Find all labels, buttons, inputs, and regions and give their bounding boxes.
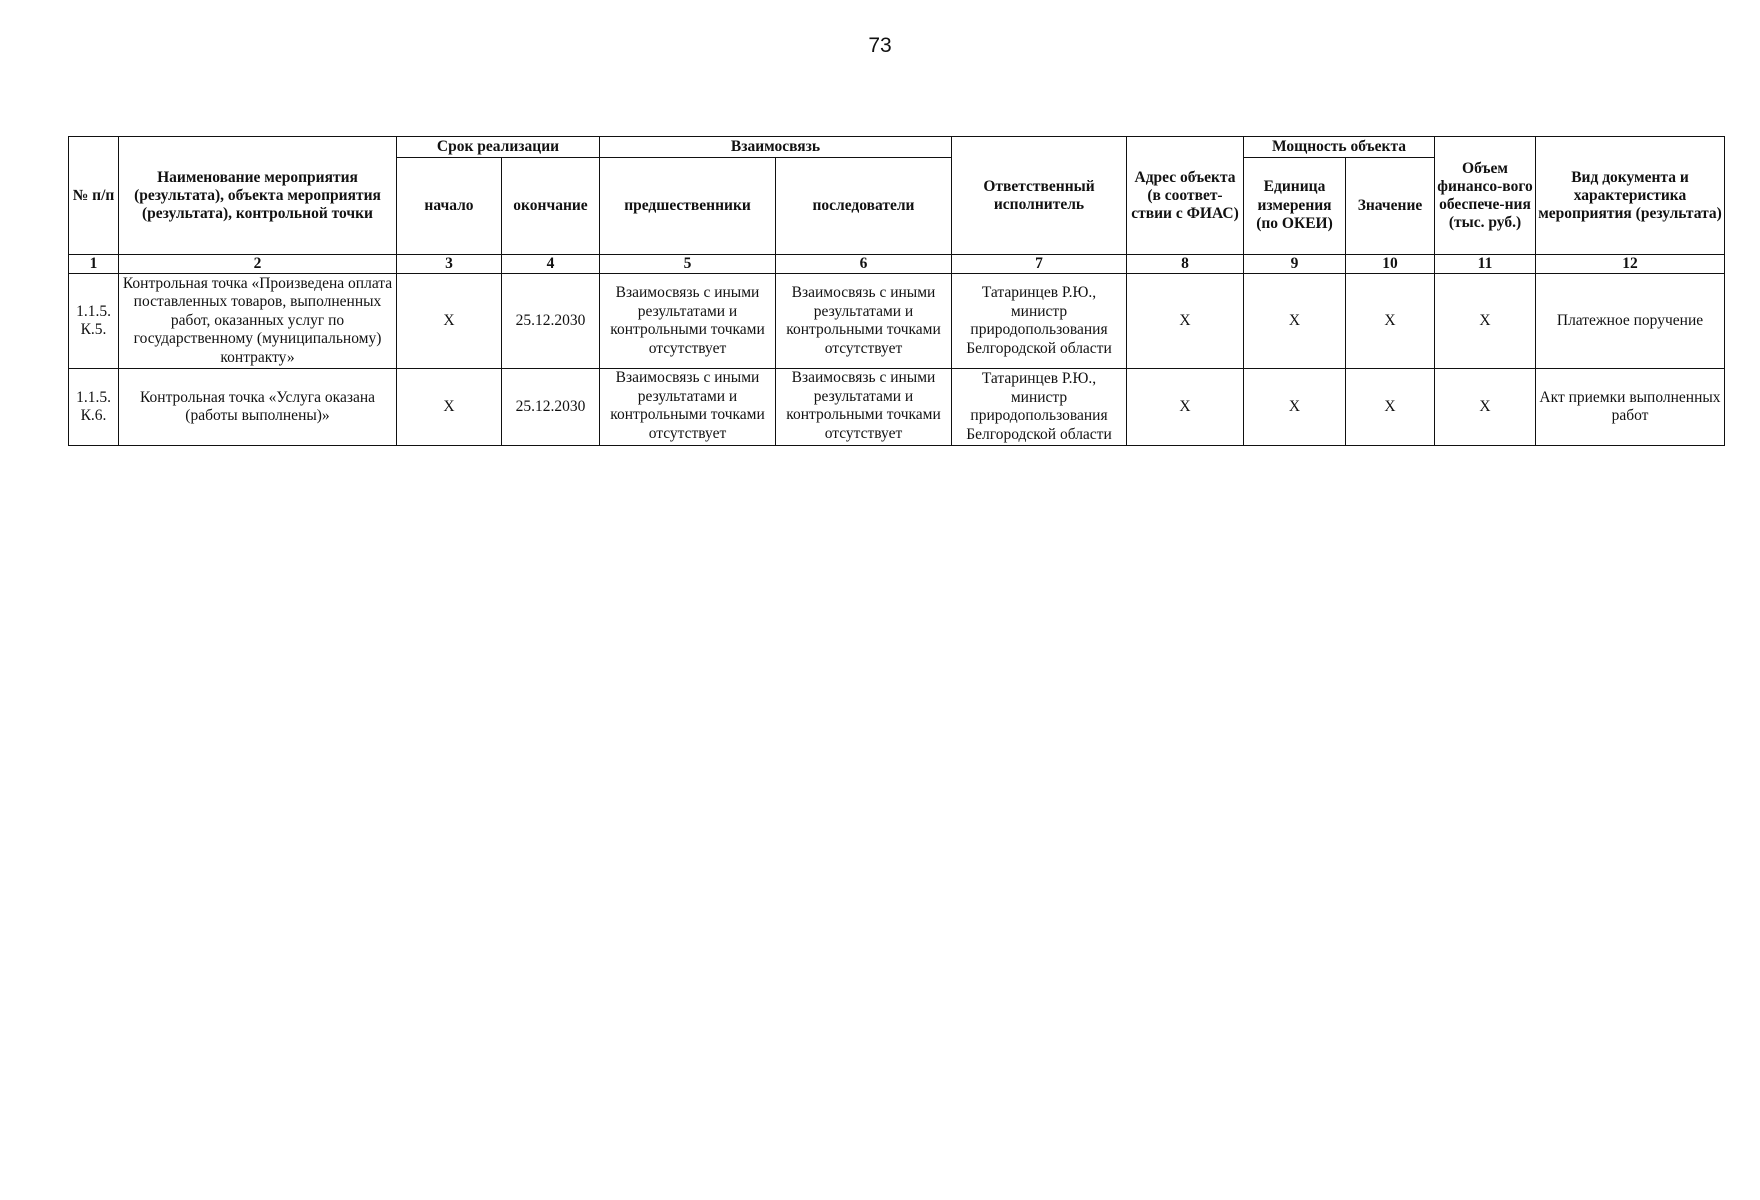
row-value: X bbox=[1346, 369, 1435, 446]
row-doc: Платежное поручение bbox=[1536, 274, 1725, 369]
header-capacity-value: Значение bbox=[1346, 158, 1435, 255]
column-number: 1 bbox=[69, 255, 119, 274]
column-number: 3 bbox=[397, 255, 502, 274]
table-row bbox=[69, 274, 1725, 369]
header-row-top bbox=[69, 137, 1725, 158]
column-number: 2 bbox=[119, 255, 397, 274]
row-unit: X bbox=[1244, 369, 1346, 446]
row-start: X bbox=[397, 274, 502, 369]
column-number-row bbox=[69, 255, 1725, 274]
header-address: Адрес объекта (в соответ-ствии с ФИАС) bbox=[1127, 137, 1244, 255]
header-link-group: Взаимосвязь bbox=[600, 137, 952, 158]
row-successors: Взаимосвязь с иными результатами и контрольными точками отсутствует bbox=[776, 274, 952, 369]
header-link-succ: последователи bbox=[776, 158, 952, 255]
column-number: 4 bbox=[502, 255, 600, 274]
row-address: X bbox=[1127, 274, 1244, 369]
column-number: 10 bbox=[1346, 255, 1435, 274]
row-end: 25.12.2030 bbox=[502, 369, 600, 446]
column-number: 7 bbox=[952, 255, 1127, 274]
row-value: X bbox=[1346, 274, 1435, 369]
header-term-end: окончание bbox=[502, 158, 600, 255]
header-term-start: начало bbox=[397, 158, 502, 255]
row-doc: Акт приемки выполненных работ bbox=[1536, 369, 1725, 446]
header-term-group: Срок реализации bbox=[397, 137, 600, 158]
header-name: Наименование мероприятия (результата), объекта мероприятия (результата), контрольной точки bbox=[119, 137, 397, 255]
column-number: 12 bbox=[1536, 255, 1725, 274]
header-doc-type: Вид документа и характеристика мероприятия (результата) bbox=[1536, 137, 1725, 255]
row-predecessors bbox=[600, 369, 776, 446]
row-num: 1.1.5. К.5. bbox=[69, 274, 119, 369]
header-num: № п/п bbox=[69, 137, 119, 255]
column-number: 6 bbox=[776, 255, 952, 274]
column-number: 11 bbox=[1435, 255, 1536, 274]
row-funding: X bbox=[1435, 369, 1536, 446]
column-number: 5 bbox=[600, 255, 776, 274]
header-capacity-unit: Единица измерения (по ОКЕИ) bbox=[1244, 158, 1346, 255]
column-number: 8 bbox=[1127, 255, 1244, 274]
row-responsible: Татаринцев Р.Ю., министр природопользования Белгородской области bbox=[952, 369, 1127, 446]
row-name: Контрольная точка «Произведена оплата поставленных товаров, выполненных работ, оказанных услуг по государственному (муниципальному) контракту» bbox=[119, 274, 397, 369]
row-unit: X bbox=[1244, 274, 1346, 369]
row-funding: X bbox=[1435, 274, 1536, 369]
row-predecessors: Взаимосвязь с иными результатами и контрольными точками отсутствует bbox=[600, 274, 776, 369]
header-responsible: Ответственный исполнитель bbox=[952, 137, 1127, 255]
row-successors-text: Взаимосвязь с иными результатами и контрольными точками отсутствует bbox=[786, 369, 941, 442]
row-successors bbox=[776, 369, 952, 446]
row-num: 1.1.5. К.6. bbox=[69, 369, 119, 446]
table-row bbox=[69, 369, 1725, 446]
page-number: 73 bbox=[868, 34, 892, 57]
row-name: Контрольная точка «Услуга оказана (работы выполнены)» bbox=[119, 369, 397, 446]
header-funding: Объем финансо-вого обеспече-ния (тыс. руб.) bbox=[1435, 137, 1536, 255]
row-address: X bbox=[1127, 369, 1244, 446]
implementation-plan-table bbox=[68, 136, 1725, 446]
row-end: 25.12.2030 bbox=[502, 274, 600, 369]
header-capacity-group: Мощность объекта bbox=[1244, 137, 1435, 158]
header-link-pred: предшественники bbox=[600, 158, 776, 255]
row-predecessors-text: Взаимосвязь с иными результатами и контрольными точками отсутствует bbox=[610, 369, 765, 442]
row-responsible: Татаринцев Р.Ю., министр природопользования Белгородской области bbox=[952, 274, 1127, 369]
column-number: 9 bbox=[1244, 255, 1346, 274]
row-start: X bbox=[397, 369, 502, 446]
